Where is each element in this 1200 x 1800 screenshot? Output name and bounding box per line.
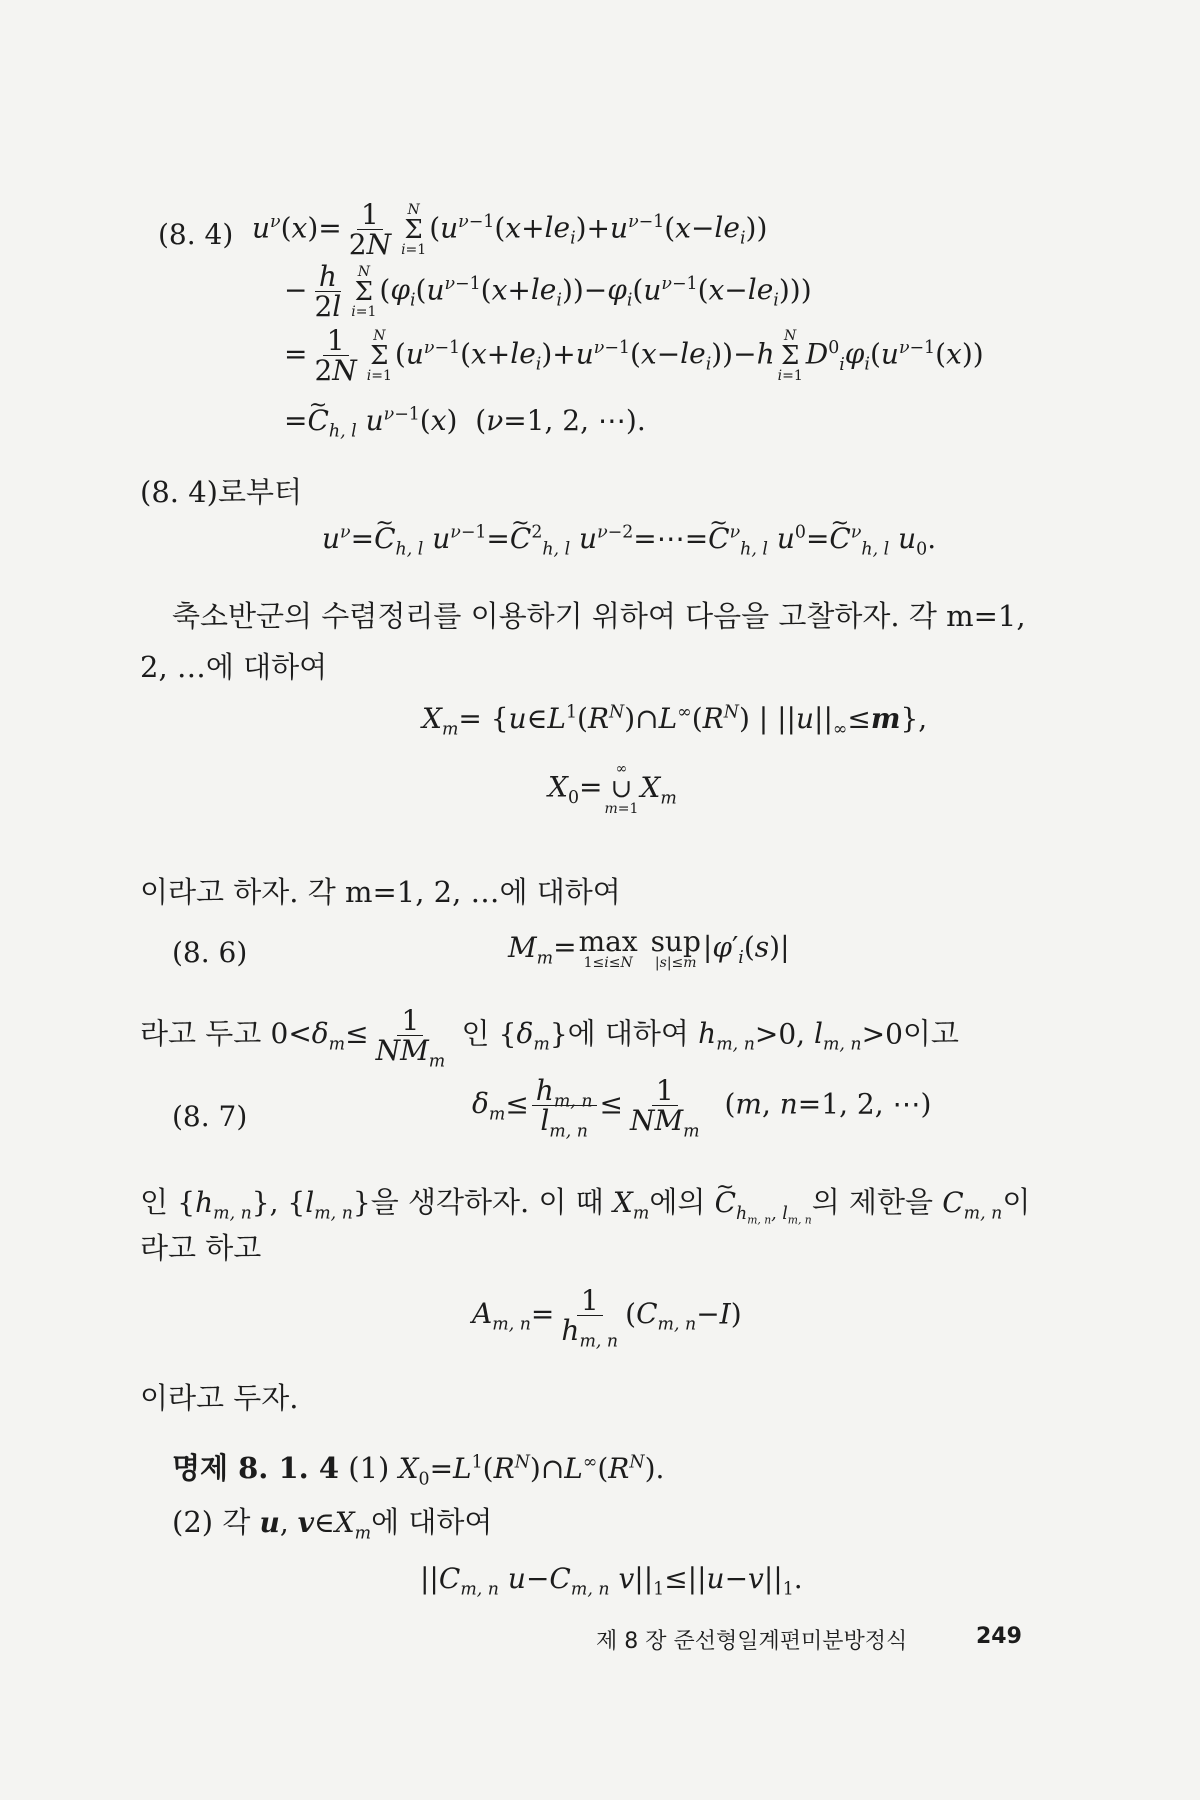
equation-8-4-line-3: = $\frac{1}{2N}$ N Σ i=1 $(u^{\nu-1}(x+le_i)+u^{\nu-1}(x-le_i))-h$ N Σ i=1 $D^0_i\varphi_i(u^{\nu-1}(x))$ <box>284 324 984 388</box>
text-put-and: 이고 <box>902 1016 959 1051</box>
text-consider-line: 인 $\{h_{m, n}\}$, $\{l_{m, n}\}$을 생각하자. 이 때 $X_m$에의 ~ $C_{h_{m, n}, l_{m, n}}$의 제한을 $C_{m, n}$이 <box>140 1180 1030 1221</box>
text-consider-of: 에의 <box>649 1185 706 1219</box>
paragraph-contraction-line-1: 축소반군의 수렴정리를 이용하기 위하여 다음을 고찰하자. 각 m=1, <box>172 599 1026 633</box>
text-put-line: 라고 두고 $0<\delta_m\le$ $\frac{1}{NM_m}$ 인 $\{\delta_m\}$에 대하여 $h_{m, n}>0$, $l_{m, n}>0$이고 <box>140 1004 959 1072</box>
equation-a-mn: $A_{m, n}=$ $\frac{1}{h_{m, n}}$ $(C_{m, n}-I)$ <box>472 1284 742 1352</box>
text-put-for: 에 대하여 <box>567 1016 689 1051</box>
paragraph-contraction-line-2: 2, …에 대하여 <box>140 650 328 684</box>
text-put-prefix: 라고 두고 <box>140 1016 262 1051</box>
equation-8-7: $\delta_m\le$ $\frac{h_{m, n}}{l_{m, n}}$ ≤ $\frac{1}{NM_m}$ (m, n=1, 2, ⋯) <box>472 1074 932 1142</box>
equation-xm-definition: $X_m=$ {$u\in L^1(R^N)\cap L^\infty(R^N)$ | $||u||_\infty\le m$}, <box>422 702 928 740</box>
equation-label-8-6: (8. 6) <box>172 936 248 969</box>
text-from-8-4: (8. 4)로부터 <box>140 475 303 509</box>
proposition-title: 명제 8. 1. 4 <box>172 1451 340 1485</box>
proposition-line-1: 명제 8. 1. 4 (1) $X_0=L^1(R^N)\cap L^\infty(R^N)$. <box>172 1451 665 1490</box>
equation-label-8-4: (8. 4) <box>158 218 234 251</box>
equation-8-4-line-4: =~ $C_{h, l}$ $u^{\nu-1}(x)$ (ν=1, 2, ⋯). <box>284 404 646 437</box>
proposition-part2-label: (2) <box>172 1505 214 1539</box>
equation-8-4-line-2: − $\frac{h}{2l}$ N Σ i=1 $(\varphi_i(u^{\nu-1}(x+le_i))-\varphi_i(u^{\nu-1}(x-le_i)))$ <box>284 260 812 324</box>
equation-label-8-7: (8. 7) <box>172 1100 248 1133</box>
proposition-part1-label: (1) <box>348 1451 390 1485</box>
equation-iteration: $u^\nu=\sim$ $C_{h, l}$ $u^{\nu-1}=\sim$ $C^2_{h, l}$ $u^{\nu-2}=\cdots=\sim$ $C^\nu_{h, l}$ $u^0=\sim$ $C^\nu_{h, l}$ $u_0$. <box>322 522 936 555</box>
text-let-be: 이라고 두자. <box>140 1381 299 1415</box>
text-put-in: 인 <box>461 1016 490 1051</box>
equation-contraction: $||C_{m, n}$ $u-C_{m, n}$ $v||_1\le||u-v||_1$. <box>420 1562 803 1600</box>
footer-chapter: 제 8 장 준선형일계편미분방정식 <box>596 1629 908 1654</box>
equation-x0-union: $X_0=$ ∞ ∪ m=1 $X_m$ <box>548 761 677 817</box>
text-consider-rest: 을 생각하자. 이 때 <box>370 1185 604 1219</box>
text-consider-as: 이 <box>1002 1185 1031 1219</box>
text-consider-in: 인 <box>140 1185 169 1219</box>
text-say-and: 라고 하고 <box>140 1231 262 1265</box>
text-let-it-be: 이라고 하자. 각 m=1, 2, …에 대하여 <box>140 875 621 909</box>
proposition-line-2: (2) 각 u, $v\in X_m$에 대하여 <box>172 1505 493 1544</box>
text-consider-restriction: 의 제한을 <box>811 1185 933 1219</box>
equation-8-4-line-1: $u^\nu(x)=$ $\frac{1}{2N}$ N Σ i=1 $(u^{\nu-1}(x+le_i)+u^{\nu-1}(x-le_i))$ <box>252 198 768 262</box>
equation-8-6: $M_m=$ max 1≤i≤N sup |s|≤m $|\varphi'_i(s)|$ <box>508 925 790 971</box>
footer-page-number: 249 <box>976 1624 1022 1649</box>
proposition-part2-pre: 각 <box>222 1505 251 1539</box>
proposition-part2-post: 에 대하여 <box>371 1505 493 1539</box>
